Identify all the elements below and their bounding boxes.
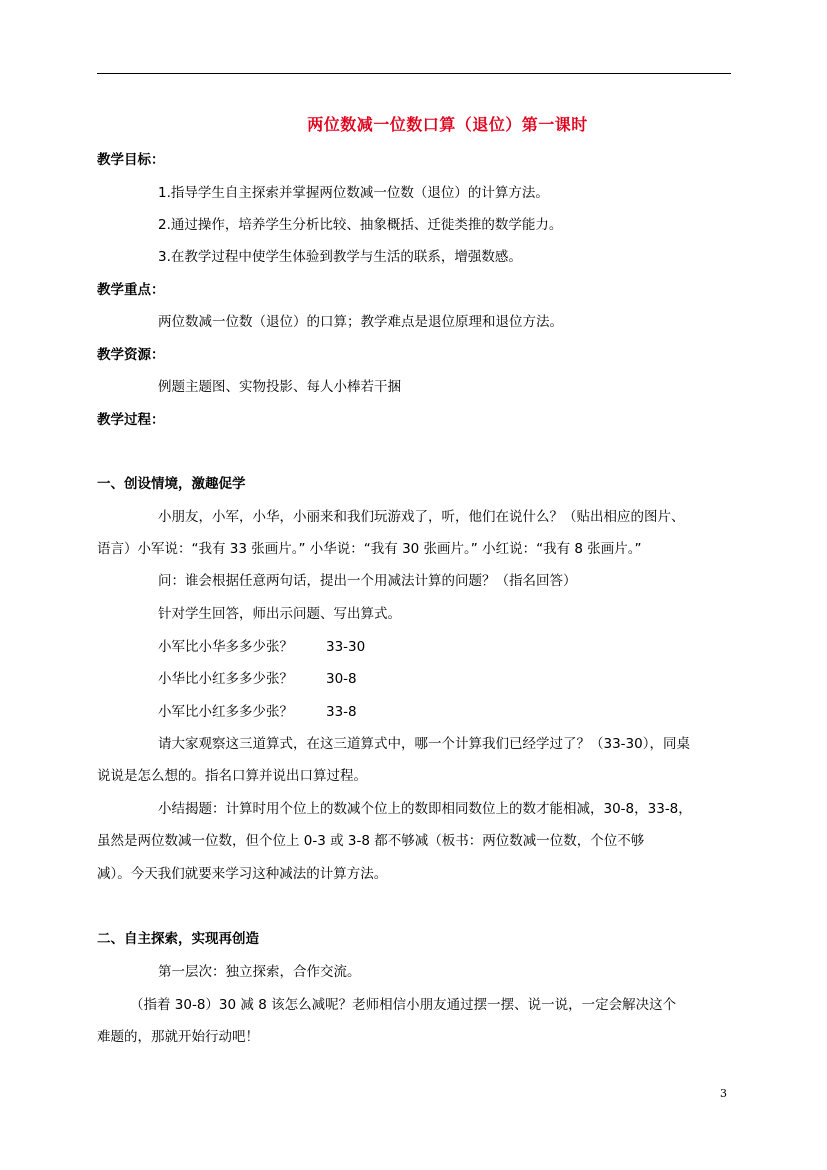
key-points-text: 两位数减一位数（退位）的口算；教学难点是退位原理和退位方法。: [158, 314, 563, 330]
s2-paragraph-2-line-1: （指着 30-8）30 减 8 该怎么减呢？老师相信小朋友通过摆一摆、说一说，一定会解决这个: [130, 997, 677, 1013]
question-2-expression: 30-8: [326, 671, 357, 687]
question-3: 小军比小红多多少张？: [158, 704, 293, 720]
header-rule: [97, 73, 731, 74]
resources-heading: 教学资源：: [97, 347, 165, 363]
section-1-title: 一、创设情境，激趣促学: [97, 476, 246, 492]
process-heading: 教学过程：: [97, 412, 165, 428]
objective-3: 3.在教学过程中使学生体验到教学与生活的联系，增强数感。: [158, 249, 522, 265]
s1-paragraph-4-line-2: 说说是怎么想的。指名口算并说出口算过程。: [97, 768, 367, 784]
s2-paragraph-1: 第一层次：独立探索，合作交流。: [158, 964, 361, 980]
objectives-heading: 教学目标：: [97, 152, 165, 168]
s1-paragraph-1-line-1: 小朋友，小军，小华，小丽来和我们玩游戏了，听，他们在说什么？（贴出相应的图片、: [158, 509, 685, 525]
s1-paragraph-4-line-1: 请大家观察这三道算式，在这三道算式中，哪一个计算我们已经学过了？（33-30），同桌: [158, 736, 690, 752]
s2-paragraph-2-line-2: 难题的，那就开始行动吧！: [97, 1029, 259, 1045]
question-3-expression: 33-8: [326, 704, 357, 720]
objective-2: 2.通过操作，培养学生分析比较、抽象概括、迁徙类推的数学能力。: [158, 217, 563, 233]
objective-1: 1.指导学生自主探索并掌握两位数减一位数（退位）的计算方法。: [158, 185, 549, 201]
s1-paragraph-3: 针对学生回答，师出示问题、写出算式。: [158, 606, 401, 622]
question-1-expression: 33-30: [326, 639, 366, 655]
page-number: 3: [720, 1087, 727, 1100]
document-title: 两位数减一位数口算（退位）第一课时: [307, 115, 588, 134]
s1-paragraph-5-line-3: 减）。今天我们就要来学习这种减法的计算方法。: [97, 866, 388, 882]
resources-text: 例题主题图、实物投影、每人小棒若干捆: [158, 379, 401, 395]
key-points-heading: 教学重点：: [97, 282, 165, 298]
question-2: 小华比小红多多少张？: [158, 671, 293, 687]
s1-paragraph-5-line-2: 虽然是两位数减一位数，但个位上 0-3 或 3-8 都不够减（板书：两位数减一位数，个位不够: [97, 833, 645, 849]
s1-paragraph-2: 问：谁会根据任意两句话，提出一个用减法计算的问题？（指名回答）: [158, 573, 577, 589]
section-2-title: 二、自主探索，实现再创造: [97, 931, 259, 947]
question-1: 小军比小华多多少张？: [158, 639, 293, 655]
s1-paragraph-1-line-2: 语言）小军说：“我有 33 张画片。” 小华说：“我有 30 张画片。” 小红说：“我有 8 张画片。”: [97, 541, 642, 557]
s1-paragraph-5-line-1: 小结揭题：计算时用个位上的数减个位上的数即相同数位上的数才能相减，30-8，33-8，: [158, 801, 692, 817]
